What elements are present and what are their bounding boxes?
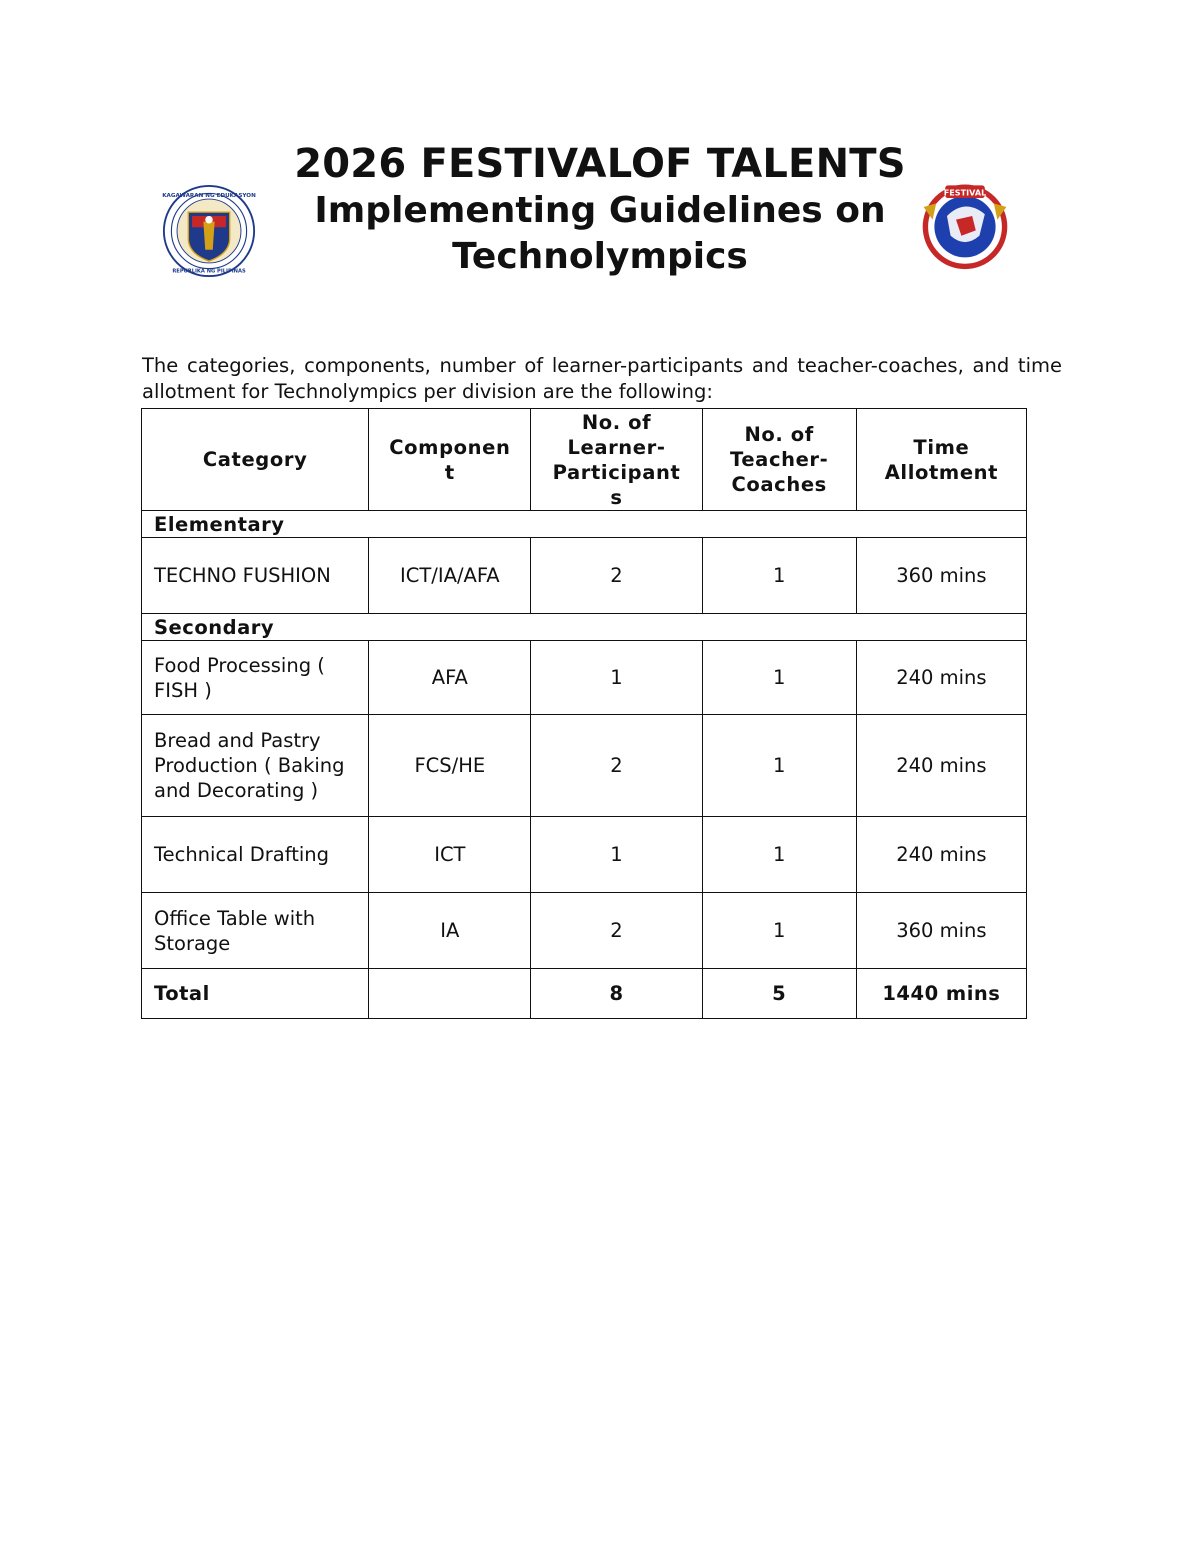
title-block: [0, 140, 1200, 280]
technolympics-table: [141, 408, 1027, 1019]
row-coaches: 1: [702, 538, 856, 614]
total-learners: 8: [531, 969, 702, 1019]
row-time: 240 mins: [856, 641, 1026, 715]
table-row: [142, 893, 1027, 969]
section-label: Elementary: [142, 511, 1027, 538]
document-subtitle-line2: Technolympics: [452, 236, 748, 277]
row-category: Technical Drafting: [142, 817, 369, 893]
document-subtitle-line1: Implementing Guidelines on: [314, 190, 886, 231]
section-label: Secondary: [142, 614, 1027, 641]
row-component: FCS/HE: [369, 715, 531, 817]
table-header-row: [142, 409, 1027, 511]
total-component: [369, 969, 531, 1019]
total-row: [142, 969, 1027, 1019]
row-coaches: 1: [702, 641, 856, 715]
row-component: ICT: [369, 817, 531, 893]
row-learners: 1: [531, 817, 702, 893]
row-time: 360 mins: [856, 538, 1026, 614]
header-component: Componen t: [369, 409, 531, 511]
header-category: Category: [142, 409, 369, 511]
row-component: AFA: [369, 641, 531, 715]
row-category: Food Processing ( FISH ): [142, 641, 369, 715]
row-component: ICT/IA/AFA: [369, 538, 531, 614]
table-row: [142, 538, 1027, 614]
row-coaches: 1: [702, 893, 856, 969]
header-time: Time Allotment: [856, 409, 1026, 511]
table-row: [142, 817, 1027, 893]
section-row-elementary: [142, 511, 1027, 538]
svg-text:FESTIVAL: FESTIVAL: [943, 187, 987, 198]
row-coaches: 1: [702, 715, 856, 817]
total-label: Total: [142, 969, 369, 1019]
row-category: Office Table with Storage: [142, 893, 369, 969]
row-time: 360 mins: [856, 893, 1026, 969]
section-row-secondary: [142, 614, 1027, 641]
row-component: IA: [369, 893, 531, 969]
row-category: Bread and Pastry Production ( Baking and Decorating ): [142, 715, 369, 817]
table-row: [142, 641, 1027, 715]
document-header: [0, 140, 1200, 290]
row-time: 240 mins: [856, 817, 1026, 893]
row-time: 240 mins: [856, 715, 1026, 817]
header-coaches: No. of Teacher- Coaches: [702, 409, 856, 511]
intro-paragraph: The categories, components, number of learner-participants and teacher-coaches, and time allotment for Technolympics per division are the following:: [142, 353, 1062, 403]
total-coaches: 5: [702, 969, 856, 1019]
row-coaches: 1: [702, 817, 856, 893]
table-row: [142, 715, 1027, 817]
document-title: 2026 FESTIVALOF TALENTS: [294, 141, 906, 187]
svg-text:REPUBLIKA NG PILIPINAS: REPUBLIKA NG PILIPINAS: [172, 268, 246, 275]
row-learners: 2: [531, 715, 702, 817]
svg-text:KAGAWARAN NG EDUKASYON: KAGAWARAN NG EDUKASYON: [162, 193, 256, 200]
row-learners: 2: [531, 538, 702, 614]
row-learners: 1: [531, 641, 702, 715]
total-time: 1440 mins: [856, 969, 1026, 1019]
festival-of-talents-logo: [920, 180, 1010, 270]
row-learners: 2: [531, 893, 702, 969]
row-category: TECHNO FUSHION: [142, 538, 369, 614]
header-learners: No. of Learner- Participant s: [531, 409, 702, 511]
